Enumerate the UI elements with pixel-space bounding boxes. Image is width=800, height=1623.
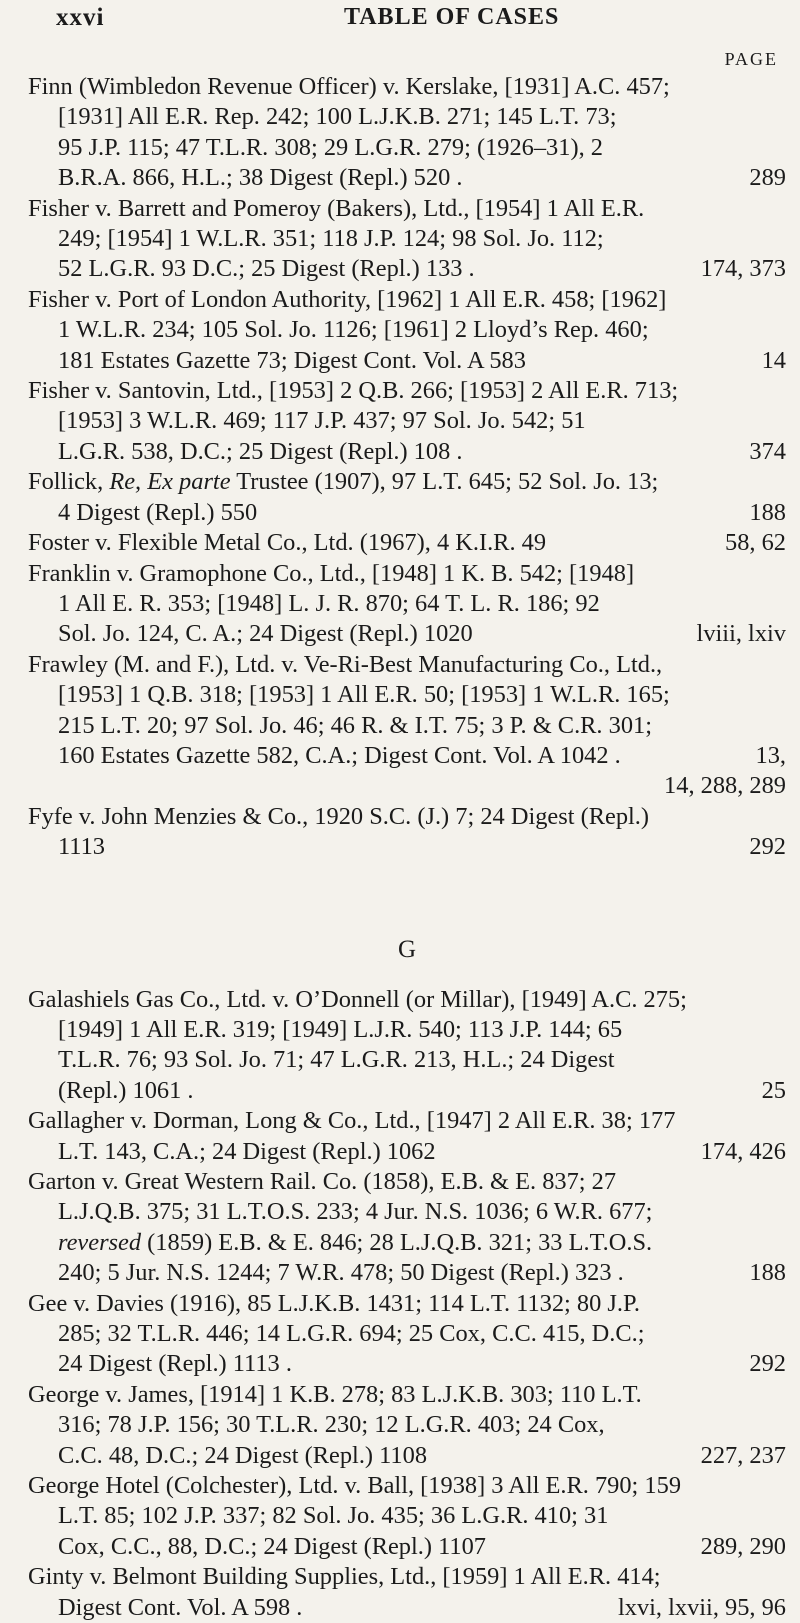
case-line bbox=[28, 1501, 786, 1531]
case-citation-text: Foster v. Flexible Metal Co., Ltd. (1967), 4 K.I.R. 49 bbox=[28, 529, 547, 557]
case-entry bbox=[28, 650, 786, 802]
case-citation-text: 52 L.G.R. 93 D.C.; 25 Digest (Repl.) 133 . bbox=[58, 255, 475, 283]
page-reference: 289 bbox=[741, 163, 786, 193]
case-line bbox=[28, 619, 786, 649]
case-citation-text: 181 Estates Gazette 73; Digest Cont. Vol. A 583 bbox=[58, 346, 526, 374]
case-line bbox=[28, 1349, 786, 1379]
case-line bbox=[28, 559, 786, 589]
page-reference: 58, 62 bbox=[717, 528, 786, 558]
page-reference: 227, 237 bbox=[693, 1441, 786, 1471]
case-line bbox=[28, 102, 786, 132]
case-citation-text: Cox, C.C., 88, D.C.; 24 Digest (Repl.) 1107 bbox=[58, 1532, 486, 1560]
case-citation-text: Ginty v. Belmont Building Supplies, Ltd., [1959] 1 All E.R. 414; bbox=[28, 1563, 661, 1591]
case-citation-text: [1953] 3 W.L.R. 469; 117 J.P. 437; 97 Sol. Jo. 542; 51 bbox=[58, 407, 586, 435]
case-line bbox=[28, 285, 786, 315]
case-line bbox=[28, 1471, 786, 1501]
case-citation-text: 316; 78 J.P. 156; 30 T.L.R. 230; 12 L.G.R. 403; 24 Cox, bbox=[58, 1411, 605, 1439]
case-citation-text: 240; 5 Jur. N.S. 1244; 7 W.R. 478; 50 Digest (Repl.) 323 . bbox=[58, 1259, 624, 1287]
case-citation-text: Follick, Re, Ex parte Trustee (1907), 97 L.T. 645; 52 Sol. Jo. 13; bbox=[28, 468, 659, 496]
case-line bbox=[28, 72, 786, 102]
case-citation-text: T.L.R. 76; 93 Sol. Jo. 71; 47 L.G.R. 213, H.L.; 24 Digest bbox=[58, 1046, 615, 1074]
case-citation-text: Fisher v. Santovin, Ltd., [1953] 2 Q.B. 266; [1953] 2 All E.R. 713; bbox=[28, 377, 679, 405]
case-entry bbox=[28, 1289, 786, 1380]
case-line bbox=[28, 1106, 786, 1136]
page-reference: 374 bbox=[741, 437, 786, 467]
case-citation-text: Sol. Jo. 124, C. A.; 24 Digest (Repl.) 1020 bbox=[58, 620, 473, 648]
case-entry bbox=[28, 1167, 786, 1289]
page-reference: 188 bbox=[741, 1258, 786, 1288]
case-line bbox=[28, 1441, 786, 1471]
case-line bbox=[28, 832, 786, 862]
case-citation-text: reversed (1859) E.B. & E. 846; 28 L.J.Q.B. 321; 33 L.T.O.S. bbox=[58, 1228, 653, 1256]
case-citation-text: 4 Digest (Repl.) 550 bbox=[58, 498, 258, 526]
page-column-label: PAGE bbox=[724, 49, 778, 69]
case-entry bbox=[28, 802, 786, 863]
case-entry bbox=[28, 72, 786, 194]
case-line bbox=[28, 406, 786, 436]
case-citation-text: Garton v. Great Western Rail. Co. (1858), E.B. & E. 837; 27 bbox=[28, 1168, 617, 1195]
case-line bbox=[28, 467, 786, 497]
case-line bbox=[28, 589, 786, 619]
page-reference: 188 bbox=[741, 498, 786, 528]
case-line bbox=[28, 1167, 786, 1197]
page-reference: lviii, lxiv bbox=[689, 619, 786, 649]
case-citation-text: (Repl.) 1061 . bbox=[58, 1076, 194, 1104]
page-reference: 174, 426 bbox=[693, 1137, 786, 1167]
case-citation-text: [1949] 1 All E.R. 319; [1949] L.J.R. 540; 113 J.P. 144; 65 bbox=[58, 1015, 623, 1043]
case-citation-text: George v. James, [1914] 1 K.B. 278; 83 L.J.K.B. 303; 110 L.T. bbox=[28, 1380, 642, 1408]
case-line bbox=[28, 1593, 786, 1623]
case-entry bbox=[28, 1106, 786, 1167]
page-reference: 13, bbox=[748, 741, 787, 771]
case-citation-text: B.R.A. 866, H.L.; 38 Digest (Repl.) 520 . bbox=[58, 164, 463, 192]
case-line bbox=[28, 528, 786, 558]
case-line bbox=[28, 1228, 786, 1258]
case-citation-text: Franklin v. Gramophone Co., Ltd., [1948] 1 K. B. 542; [1948] bbox=[28, 559, 635, 587]
case-line bbox=[28, 1289, 786, 1319]
case-line bbox=[28, 802, 786, 832]
case-citation-text: 95 J.P. 115; 47 T.L.R. 308; 29 L.G.R. 279; (1926–31), 2 bbox=[58, 133, 603, 161]
case-citation-text: [1931] All E.R. Rep. 242; 100 L.J.K.B. 271; 145 L.T. 73; bbox=[58, 103, 617, 131]
case-citation-text: 1113 bbox=[58, 833, 105, 861]
case-citation-text: 24 Digest (Repl.) 1113 . bbox=[58, 1350, 292, 1378]
page-reference: 14 bbox=[754, 346, 786, 376]
case-citation-text: Gallagher v. Dorman, Long & Co., Ltd., [1947] 2 All E.R. 38; 177 bbox=[28, 1107, 676, 1135]
case-line bbox=[28, 680, 786, 710]
case-line bbox=[28, 1258, 786, 1288]
page-reference: 289, 290 bbox=[693, 1532, 786, 1562]
case-citation-text: [1953] 1 Q.B. 318; [1953] 1 All E.R. 50; [1953] 1 W.L.R. 165; bbox=[58, 681, 670, 709]
case-line bbox=[28, 224, 786, 254]
case-citation-text: Galashiels Gas Co., Ltd. v. O’Donnell (or Millar), [1949] A.C. 275; bbox=[28, 985, 687, 1013]
case-citation-text: Frawley (M. and F.), Ltd. v. Ve-Ri-Best Manufacturing Co., Ltd., bbox=[28, 650, 663, 678]
page-reference: lxvi, lxvii, 95, 96 bbox=[610, 1593, 786, 1623]
page-reference: 292 bbox=[741, 1349, 786, 1379]
case-citation-text: 1 W.L.R. 234; 105 Sol. Jo. 1126; [1961] 2 Lloyd’s Rep. 460; bbox=[58, 316, 649, 344]
case-entry bbox=[28, 528, 786, 558]
case-citation-text: 160 Estates Gazette 582, C.A.; Digest Cont. Vol. A 1042 . bbox=[58, 741, 621, 769]
case-line bbox=[28, 711, 786, 741]
case-entry bbox=[28, 194, 786, 285]
case-citation-text: L.T. 85; 102 J.P. 337; 82 Sol. Jo. 435; 36 L.G.R. 410; 31 bbox=[58, 1502, 609, 1530]
case-entry bbox=[28, 467, 786, 528]
case-line bbox=[28, 254, 786, 284]
case-line bbox=[28, 985, 786, 1015]
case-citation-text: L.T. 143, C.A.; 24 Digest (Repl.) 1062 bbox=[58, 1137, 436, 1165]
case-line bbox=[28, 1076, 786, 1106]
running-title: TABLE OF CASES bbox=[344, 4, 560, 30]
case-citation-text: C.C. 48, D.C.; 24 Digest (Repl.) 1108 bbox=[58, 1441, 428, 1469]
case-line bbox=[28, 1319, 786, 1349]
case-line bbox=[28, 771, 786, 801]
case-line bbox=[28, 376, 786, 406]
case-citation-text: 215 L.T. 20; 97 Sol. Jo. 46; 46 R. & I.T. 75; 3 P. & C.R. 301; bbox=[58, 711, 652, 739]
case-entry bbox=[28, 1471, 786, 1562]
case-citation-text: Gee v. Davies (1916), 85 L.J.K.B. 1431; 114 L.T. 1132; 80 J.P. bbox=[28, 1289, 640, 1317]
page-header bbox=[28, 0, 786, 46]
case-line bbox=[28, 741, 786, 771]
case-citation-text: Fisher v. Port of London Authority, [1962] 1 All E.R. 458; [1962] bbox=[28, 285, 667, 313]
case-citation-text: George Hotel (Colchester), Ltd. v. Ball, [1938] 3 All E.R. 790; 159 bbox=[28, 1472, 682, 1500]
page-number: xxvi bbox=[56, 4, 105, 31]
case-line bbox=[28, 650, 786, 680]
case-line bbox=[28, 194, 786, 224]
case-line bbox=[28, 346, 786, 376]
case-citation-text: Fisher v. Barrett and Pomeroy (Bakers), Ltd., [1954] 1 All E.R. bbox=[28, 194, 645, 222]
case-line bbox=[28, 163, 786, 193]
case-citation-text: L.G.R. 538, D.C.; 25 Digest (Repl.) 108 . bbox=[58, 437, 463, 465]
case-line bbox=[28, 1137, 786, 1167]
table-of-cases bbox=[28, 72, 786, 1623]
case-line bbox=[28, 1045, 786, 1075]
case-entry bbox=[28, 376, 786, 467]
case-entry bbox=[28, 985, 786, 1107]
page-reference: 174, 373 bbox=[693, 254, 786, 284]
case-line bbox=[28, 1562, 786, 1592]
case-citation-text: 285; 32 T.L.R. 446; 14 L.G.R. 694; 25 Cox, C.C. 415, D.C.; bbox=[58, 1320, 645, 1348]
page-reference: 292 bbox=[741, 832, 786, 862]
case-citation-text: 249; [1954] 1 W.L.R. 351; 118 J.P. 124; 98 Sol. Jo. 112; bbox=[58, 225, 604, 253]
section-letter: G bbox=[397, 935, 417, 963]
case-line bbox=[28, 1410, 786, 1440]
case-entry bbox=[28, 285, 786, 376]
case-line bbox=[28, 498, 786, 528]
case-line bbox=[28, 1380, 786, 1410]
case-citation-text: 1 All E. R. 353; [1948] L. J. R. 870; 64 T. L. R. 186; 92 bbox=[58, 589, 600, 617]
case-citation-text: Digest Cont. Vol. A 598 . bbox=[58, 1593, 303, 1621]
case-citation-text: Finn (Wimbledon Revenue Officer) v. Kerslake, [1931] A.C. 457; bbox=[28, 73, 670, 100]
case-citation-text: Fyfe v. John Menzies & Co., 1920 S.C. (J.) 7; 24 Digest (Repl.) bbox=[28, 802, 650, 830]
case-entry bbox=[28, 1562, 786, 1623]
case-line bbox=[28, 437, 786, 467]
case-citation-text: L.J.Q.B. 375; 31 L.T.O.S. 233; 4 Jur. N.S. 1036; 6 W.R. 677; bbox=[58, 1198, 653, 1226]
case-entry bbox=[28, 1380, 786, 1471]
case-line bbox=[28, 1015, 786, 1045]
case-line bbox=[28, 133, 786, 163]
case-line bbox=[28, 1532, 786, 1562]
case-entry bbox=[28, 559, 786, 650]
page-reference: 14, 288, 289 bbox=[664, 772, 786, 800]
page-reference: 25 bbox=[754, 1076, 786, 1106]
case-line bbox=[28, 315, 786, 345]
case-line bbox=[28, 1197, 786, 1227]
